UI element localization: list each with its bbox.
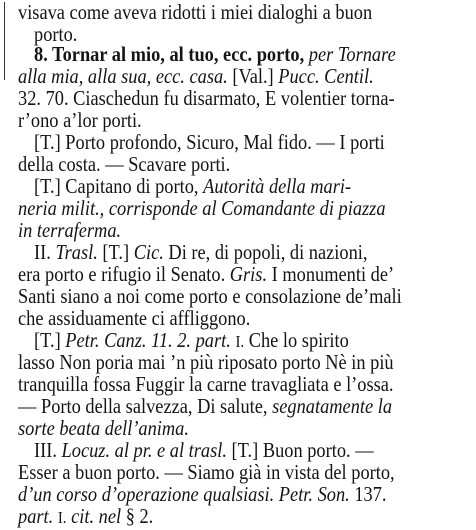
text-run: 8. Tornar al mio, al tuo, ecc. porto,	[34, 42, 305, 66]
text-run: [Val.]	[227, 64, 279, 88]
text-run: tranquilla fossa Fuggir la carne travagliata e l’ossa.	[18, 372, 394, 396]
text-line	[18, 394, 414, 418]
text-run: visava come aveva ridotti i miei dialoghi a buon	[18, 0, 373, 24]
text-run: alla mia, alla sua, ecc. casa.	[18, 64, 228, 88]
text-run: segnatamente la	[272, 394, 393, 418]
text-run: 137.	[349, 482, 387, 506]
text-run: Petr. Canz. 11. 2. part.	[65, 328, 231, 352]
text-run: cit. nel	[71, 504, 122, 528]
text-line	[34, 42, 430, 66]
text-run: part.	[18, 504, 54, 528]
text-run: I monumenti de’	[267, 262, 395, 286]
text-run: [T.]	[34, 328, 66, 352]
text-run: § 2.	[121, 504, 154, 528]
text-line	[18, 482, 414, 506]
text-run: Cic.	[133, 240, 164, 264]
text-run: [T.]	[97, 240, 134, 264]
text-run: Trasl.	[55, 240, 98, 264]
text-run: Gris.	[229, 262, 268, 286]
text-line	[18, 262, 414, 286]
text-run: Pucc. Centil.	[278, 64, 374, 88]
text-line	[18, 218, 414, 242]
text-run: porto.	[34, 22, 78, 46]
text-run: I.	[235, 332, 245, 351]
text-line	[18, 460, 414, 484]
text-run: che assiduamente ci affliggono.	[18, 306, 251, 330]
text-line	[34, 240, 430, 264]
text-run: Autorità della mari-	[203, 174, 352, 198]
text-run: [T.] Porto profondo, Sicuro, Mal fido. — I porti	[34, 130, 385, 154]
text-run: I.	[57, 508, 67, 527]
text-line	[18, 64, 414, 88]
text-run: era porto e rifugio il Senato.	[18, 262, 230, 286]
text-line	[18, 372, 414, 396]
text-line	[18, 416, 414, 440]
text-line	[18, 284, 414, 308]
text-line	[34, 174, 430, 198]
text-run: [T.] Buon porto. —	[226, 438, 374, 462]
text-line	[18, 196, 414, 220]
text-run: II.	[34, 240, 56, 264]
text-run: Esser a buon porto. — Siamo già in vista del porto,	[18, 460, 395, 484]
text-run: della costa. — Scavare porti.	[18, 152, 231, 176]
text-run: sorte beata dell’anima.	[18, 416, 189, 440]
text-run: 32. 70. Ciaschedun fu disarmato, E volentier torna-	[18, 86, 395, 110]
text-run: in terraferma.	[18, 218, 122, 242]
text-run: — Porto della salvezza, Di salute,	[18, 394, 273, 418]
text-run: Santi siano a noi come porto e consolazione de’mali	[18, 284, 402, 308]
text-line	[18, 152, 414, 176]
text-run: Locuz. al pr. e al trasl.	[61, 438, 227, 462]
text-run: d’un corso d’operazione qualsiasi. Petr. Son.	[18, 482, 350, 506]
text-line	[34, 328, 430, 352]
text-line	[18, 350, 414, 374]
text-run: neria milit., corrisponde al Comandante di piazza	[18, 196, 386, 220]
text-run: r’ono a’lor porti.	[18, 108, 142, 132]
text-line	[34, 130, 430, 154]
text-line	[18, 108, 414, 132]
text-line	[34, 438, 430, 462]
text-line	[18, 504, 414, 528]
text-run: III.	[34, 438, 62, 462]
text-run: [T.] Capitano di porto,	[34, 174, 204, 198]
text-line	[18, 306, 414, 330]
margin-rule	[4, 2, 5, 80]
text-run: per Tornare	[308, 42, 396, 66]
text-run: lasso Non poria mai ’n più riposato porto Nè in più	[18, 350, 394, 374]
text-line	[18, 0, 414, 24]
text-run: Di re, di popoli, di nazioni,	[163, 240, 368, 264]
text-line	[18, 86, 414, 110]
text-run: Che lo spirito	[244, 328, 349, 352]
